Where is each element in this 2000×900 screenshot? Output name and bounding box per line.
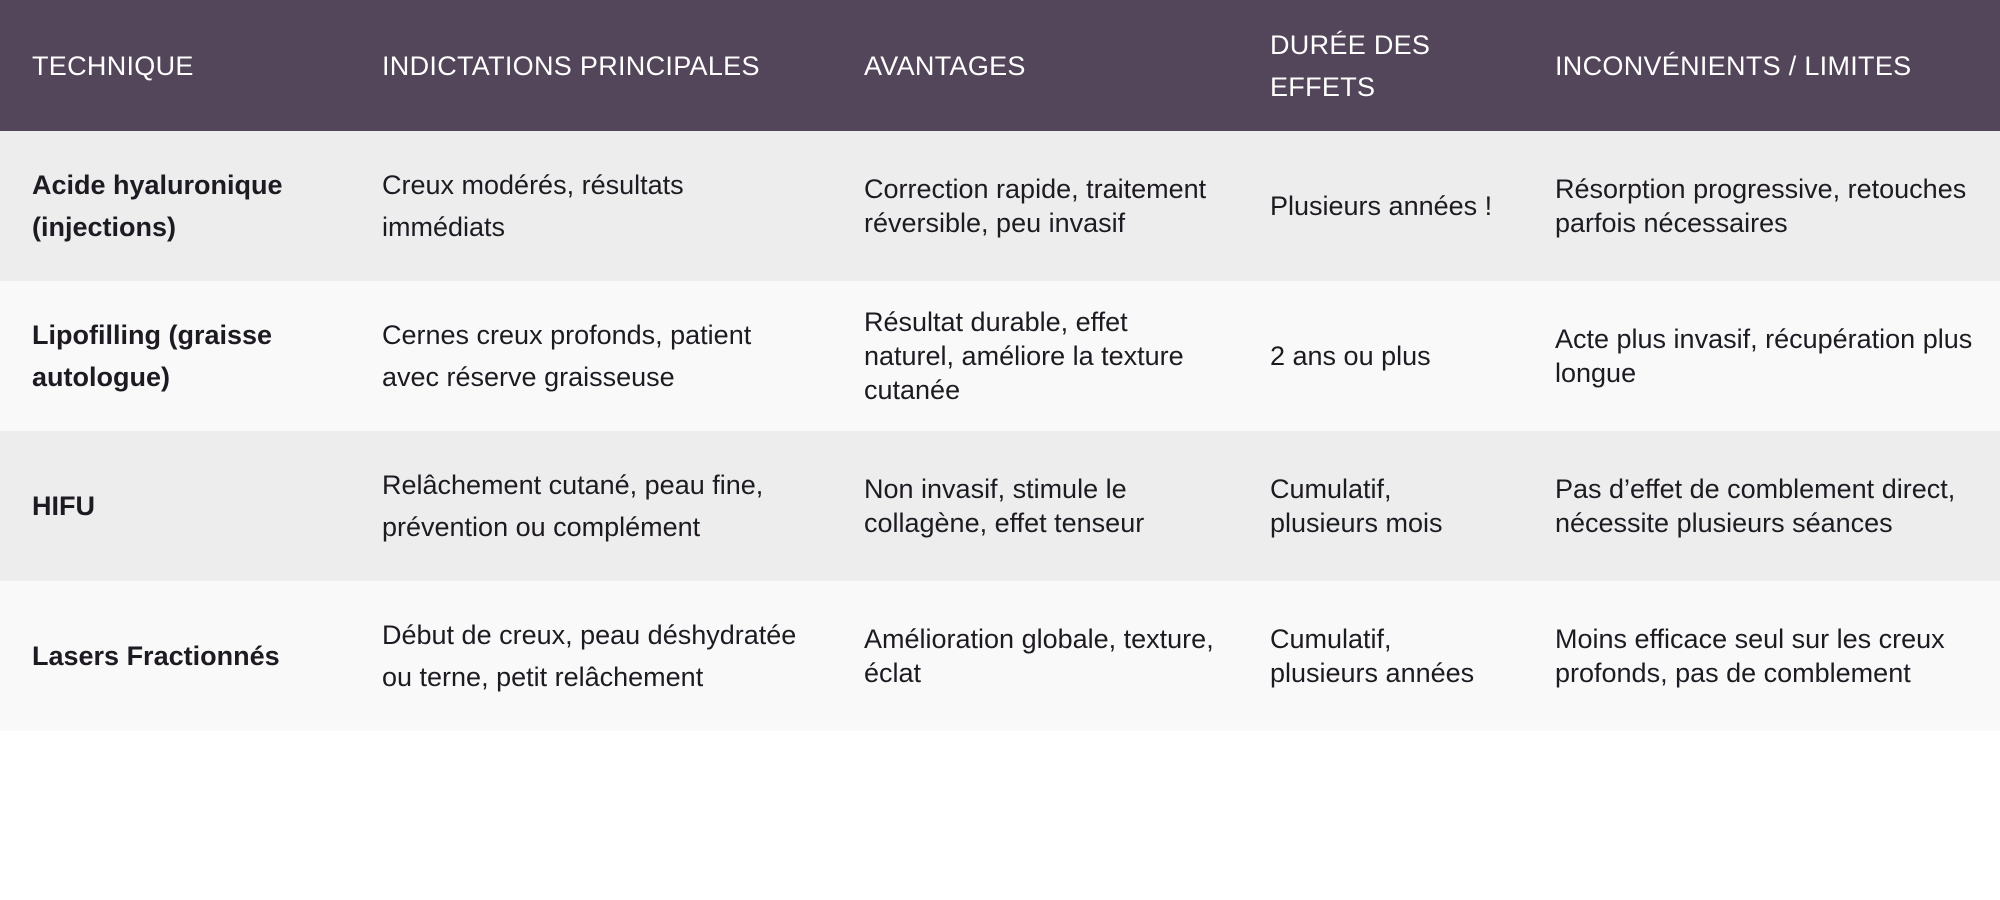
cell-avantages: Correction rapide, traitement réversible, peu invasif xyxy=(864,174,1207,238)
cell-avantages: Résultat durable, effet naturel, améliore la texture cutanée xyxy=(864,307,1184,405)
cell-inconvenients: Moins efficace seul sur les creux profonds, pas de comblement xyxy=(1555,624,1945,688)
cell-inconvenients: Pas d’effet de comblement direct, nécessite plusieurs séances xyxy=(1555,474,1956,538)
header-avantages: AVANTAGES xyxy=(864,50,1026,81)
header-row xyxy=(0,0,2000,131)
cell-technique: HIFU xyxy=(32,491,95,521)
table-row xyxy=(0,131,2000,281)
cell-technique: Lasers Fractionnés xyxy=(32,641,280,671)
cell-duree: Cumulatif, plusieurs mois xyxy=(1270,474,1443,538)
table-row xyxy=(0,581,2000,731)
header-duree: DURÉE DES EFFETS xyxy=(1270,29,1431,102)
header-indications: INDICTATIONS PRINCIPALES xyxy=(382,50,760,81)
cell-technique: Lipofilling (graisse autologue) xyxy=(32,320,273,392)
cell-inconvenients: Résorption progressive, retouches parfois nécessaires xyxy=(1555,174,1967,238)
cell-indications: Relâchement cutané, peau fine, prévention ou complément xyxy=(382,470,764,542)
table-body xyxy=(0,131,2000,731)
table-row xyxy=(0,431,2000,581)
cell-duree: Cumulatif, plusieurs années xyxy=(1270,624,1475,688)
cell-duree: Plusieurs années ! xyxy=(1270,191,1493,221)
cell-indications: Début de creux, peau déshydratée ou terne, petit relâchement xyxy=(382,620,797,692)
cell-avantages: Non invasif, stimule le collagène, effet tenseur xyxy=(864,474,1145,538)
cell-technique: Acide hyaluronique (injections) xyxy=(32,170,283,242)
cell-duree: 2 ans ou plus xyxy=(1270,341,1431,371)
cell-indications: Cernes creux profonds, patient avec réserve graisseuse xyxy=(382,320,752,392)
header-inconvenients: INCONVÉNIENTS / LIMITES xyxy=(1555,50,1912,81)
table-row xyxy=(0,281,2000,431)
cell-avantages: Amélioration globale, texture, éclat xyxy=(864,624,1214,688)
cell-indications: Creux modérés, résultats immédiats xyxy=(382,170,684,242)
table-header xyxy=(0,0,2000,131)
cell-inconvenients: Acte plus invasif, récupération plus longue xyxy=(1555,324,1973,388)
page-background xyxy=(0,731,2000,900)
header-technique: TECHNIQUE xyxy=(32,50,194,81)
